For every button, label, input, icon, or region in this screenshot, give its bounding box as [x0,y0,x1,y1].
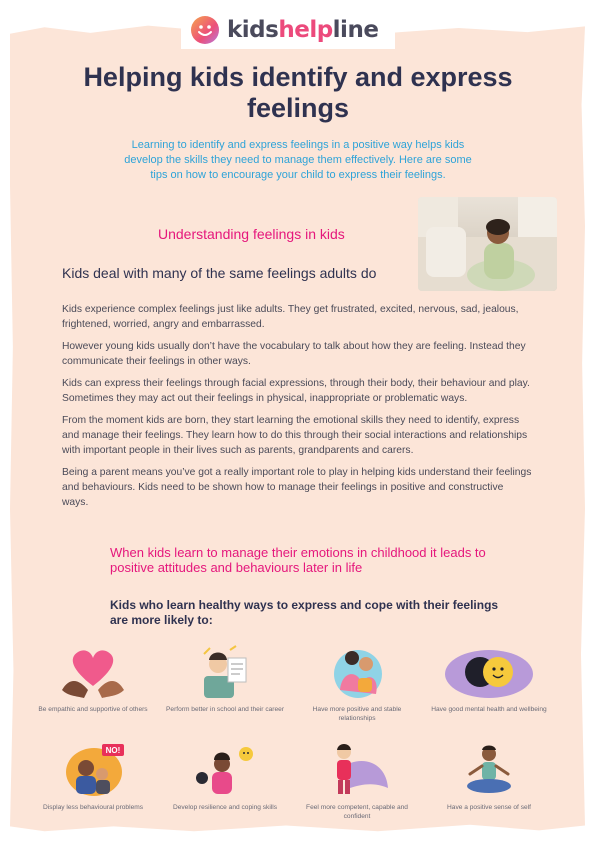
kids-helpline-logo[interactable] [181,10,395,49]
intro-text: Learning to identify and express feelings in a positive way helps kids develop the skills they need to manage them effectively. Here are some tips on how to encourage your child to express their feelings. [124,139,472,181]
section-heading: Understanding feelings in kids [158,226,345,242]
outcome-tile [298,640,416,723]
page-title: Helping kids identify and express feelings [83,62,513,123]
outcome-tile [430,640,548,714]
paragraph: Kids can express their feelings through facial expressions, through their body, their behaviour and play. Sometimes they may act out their feelings in physical, inappropriate or problematic ways. [62,378,530,404]
no-sign-icon [58,738,128,800]
outcome-tile [298,738,416,821]
outcome-caption: Have good mental health and wellbeing [431,706,547,713]
outcome-tile [34,640,152,714]
outcome-caption: Display less behavioural problems [42,804,144,811]
outcome-caption: Develop resilience and coping skills [172,804,278,811]
outcome-caption: Feel more competent, capable and confident [306,804,408,820]
family-hug-icon [322,640,392,702]
outcomes-lead: Kids who learn healthy ways to express and cope with their feelings are more likely to: [110,598,499,627]
outcome-caption: Perform better in school and their career [166,706,285,713]
paragraph: From the moment kids are born, they start learning the emotional skills they need to identify, express and manage their feelings. They learn how to do this through their social interactions and relationships with important people in their lives such as parents, grandparents and carers. [62,415,528,456]
child-on-couch-photo [418,197,557,291]
paragraph: Being a parent means you’ve got a really important role to play in helping kids understand their feelings and behaviours. Kids need to be shown how to manage their feelings in positive and constructive ways. [62,467,532,508]
body-paragraphs [62,302,532,517]
student-report-icon [190,640,260,702]
logo-wordmark: kidshelpline [227,16,379,43]
superhero-icon [322,738,392,800]
outcome-tile [166,738,284,812]
outcome-caption: Have a positive sense of self [447,804,531,811]
paragraph: Kids experience complex feelings just like adults. They get frustrated, excited, nervous, sad, jealous, frightened, worried, angry and embarrassed. [62,304,519,330]
outcome-tile [430,738,548,812]
no-badge-text: NO! [105,746,121,755]
smiley-logo-icon [191,16,219,44]
outcomes-grid [34,640,562,830]
juggling-emotions-icon [190,738,260,800]
sun-moon-icon [444,640,534,702]
outcome-caption: Be empathic and supportive of others [38,706,148,713]
heart-hands-icon [58,640,128,702]
outcome-caption: Have more positive and stable relationships [312,706,402,722]
outcome-tile [34,738,152,812]
paragraph: However young kids usually don’t have the vocabulary to talk about how they are feeling. Instead they communicate their feelings in other ways. [62,341,526,367]
meditation-icon [454,738,524,800]
outcome-tile [166,640,284,714]
callout-heading: When kids learn to manage their emotions in childhood it leads to positive attitudes and behaviours later in life [110,545,486,575]
sub-heading: Kids deal with many of the same feelings adults do [62,265,377,281]
